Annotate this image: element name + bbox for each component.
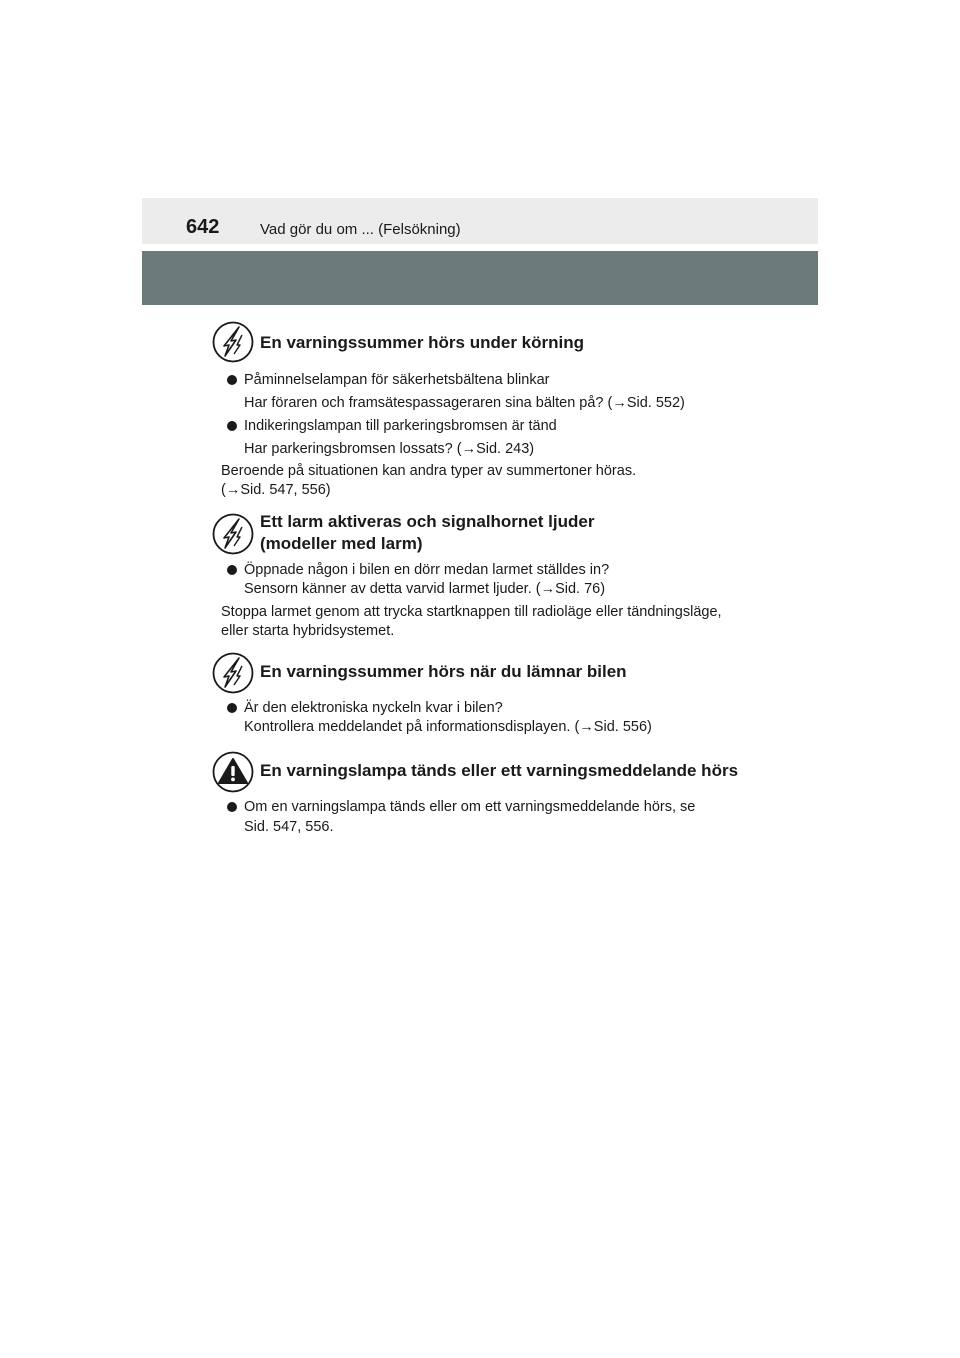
section-heading: En varningslampa tänds eller ett varningsmeddelande hörs (260, 761, 739, 780)
caution-flash-icon (212, 652, 254, 694)
section-heading: En varningssummer hörs under körning (260, 333, 585, 352)
bullet-dot (227, 802, 237, 812)
bullet-text: Kontrollera meddelandet på informationsdisplayen. (→Sid. 556) (244, 719, 652, 735)
note-text: (→Sid. 547, 556) (221, 482, 331, 498)
note-text: Beroende på situationen kan andra typer av summertoner höras. (221, 463, 637, 479)
page-number: 642 (186, 216, 220, 238)
bullet-text: Om en varningslampa tänds eller om ett varningsmeddelande hörs, se (244, 799, 696, 815)
bullet-title: Är den elektroniska nyckeln kvar i bilen? (244, 700, 503, 716)
section-heading: En varningssummer hörs när du lämnar bilen (260, 662, 627, 681)
bullet-text: Sensorn känner av detta varvid larmet ljuder. (→Sid. 76) (244, 581, 606, 597)
section-heading: (modeller med larm) (260, 534, 423, 553)
bullet-title: Indikeringslampan till parkeringsbromsen är tänd (244, 418, 557, 434)
bullet-text: Har föraren och framsätespassageraren sina bälten på? (→Sid. 552) (244, 395, 685, 411)
note-text: Stoppa larmet genom att trycka startknappen till radioläge eller tändningsläge, (221, 604, 722, 620)
bullet-text: Har parkeringsbromsen lossats? (→Sid. 243) (244, 441, 535, 457)
section-heading: Ett larm aktiveras och signalhornet ljuder (260, 512, 595, 531)
bullet-title: Öppnade någon i bilen en dörr medan larmet ställdes in? (244, 562, 610, 578)
bullet-dot (227, 421, 237, 431)
caution-flash-icon (212, 321, 254, 363)
warning-triangle-icon (212, 751, 254, 793)
bullet-dot (227, 375, 237, 385)
chapter-title: Vad gör du om ... (Felsökning) (260, 221, 461, 238)
bullet-dot (227, 703, 237, 713)
note-text: eller starta hybridsystemet. (221, 623, 395, 639)
bullet-dot (227, 565, 237, 575)
bullet-text: Sid. 547, 556. (244, 819, 334, 835)
caution-flash-icon (212, 513, 254, 555)
bullet-title: Påminnelselampan för säkerhetsbältena blinkar (244, 372, 550, 388)
